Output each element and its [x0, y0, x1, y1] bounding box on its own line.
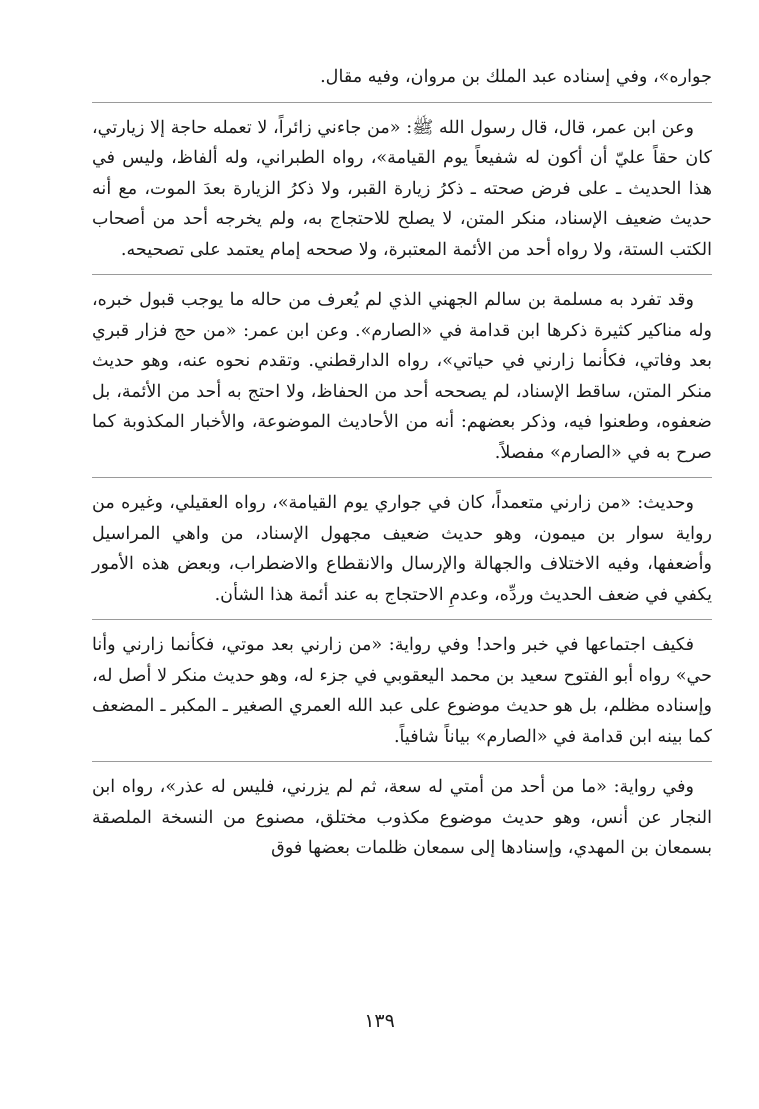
page-number: ١٣٩ — [364, 1010, 395, 1032]
paragraph-2: وعن ابن عمر، قال، قال رسول الله ﷺ: «من جاءني زائراً، لا تعمله حاجة إلا زيارتي، كان حقاً عليّ أن أكون له شفيعاً يوم القيامة»، رواه الطبراني، وله ألفاظ، وليس في هذا الحديث ـ على فرض صحته ـ ذكرُ زيارة القبر، ولا ذكرُ الزيارة بعدَ الموت، مع أنه حديث ضعيف الإسناد، منكر المتن، لا يصلح للاحتجاج به، ولم يخرجه أحد من أصحاب الكتب الستة، ولا رواه أحد من الأئمة المعتبرة، ولا صححه إمام يعتمد على تصحيحه. — [92, 117, 712, 260]
paragraph-5: فكيف اجتماعها في خبر واحد! وفي رواية: «من زارني بعد موتي، فكأنما زارني وأنا حي» رواه أبو الفتوح سعيد بن محمد اليعقوبي في جزء له، وهو حديث منكر لا أصل له، وإسناده مظلم، بل هو حديث موضوع على عبد الله العمري الصغير ـ المكبر ـ المضعف كما بينه ابن قدامة في «الصارم» بياناً شافياً. — [92, 635, 712, 747]
book-page-body — [92, 62, 712, 864]
paragraph-separator — [92, 477, 712, 478]
paragraph-separator — [92, 761, 712, 762]
paragraph-6: وفي رواية: «ما من أحد من أمتي له سعة، ثم لم يزرني، فليس له عذر»، رواه ابن النجار عن أنس، وهو حديث موضوع مكذوب مختلق، مصنوع من النسخة الملصقة بسمعان بن المهدي، وإسنادها إلى سمعان ظلمات بعضها فوق — [92, 777, 712, 858]
paragraph-separator — [92, 102, 712, 103]
paragraph-3: وقد تفرد به مسلمة بن سالم الجهني الذي لم يُعرف من حاله ما يوجب قبول خبره، وله مناكير كثيرة ذكرها ابن قدامة في «الصارم». وعن ابن عمر: «من حج فزار قبري بعد وفاتي، فكأنما زارني في حياتي»، رواه الدارقطني. وتقدم نحوه عنه، وهو حديث منكر المتن، ساقط الإسناد، لم يصححه أحد من الحفاظ، ولا احتج به أحد من الأئمة، بل ضعفوه، وطعنوا فيه، وذكر بعضهم: أنه من الأحاديث الموضوعة، والأخبار المكذوبة كما صرح به في «الصارم» مفصلاً. — [92, 290, 712, 463]
paragraph-1: جواره»، وفي إسناده عبد الملك بن مروان، وفيه مقال. — [320, 67, 712, 87]
paragraph-separator — [92, 619, 712, 620]
paragraph-separator — [92, 274, 712, 275]
paragraph-4: وحديث: «من زارني متعمداً، كان في جواري يوم القيامة»، رواه العقيلي، وغيره من رواية سوار بن ميمون، وهو حديث ضعيف مجهول الإسناد، من واهي المراسيل وأضعفها، وفيه الاختلاف والجهالة والإرسال والانقطاع والاضطراب، وبعض هذه الأمور يكفي في ضعف الحديث وردِّه، وعدمِ الاحتجاج به عند أئمة هذا الشأن. — [92, 493, 712, 605]
